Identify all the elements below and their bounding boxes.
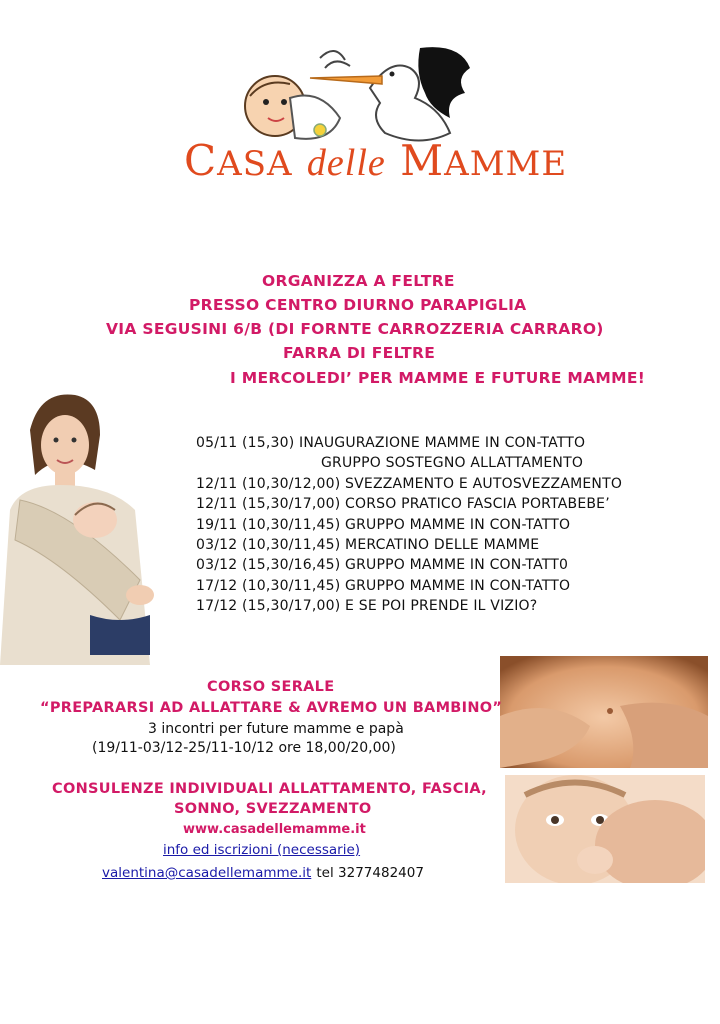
header-line-4: FARRA DI FELTRE: [283, 344, 436, 362]
course-title: CORSO SERALE: [207, 679, 335, 695]
logo-c: C: [184, 136, 218, 185]
email-link[interactable]: valentina@casadellemamme.it: [102, 865, 312, 881]
logo-amme: AMME: [444, 144, 568, 184]
schedule-list: [196, 433, 666, 617]
info-registration-link[interactable]: info ed iscrizioni (necessarie): [163, 842, 361, 858]
website-link[interactable]: www.casadellemamme.it: [183, 822, 366, 837]
course-dates: (19/11-03/12-25/11-10/12 ore 18,00/20,00): [92, 740, 396, 756]
contact-line: [102, 862, 424, 881]
course-description: 3 incontri per future mamme e papà: [148, 721, 404, 737]
breastfeeding-baby-photo: [505, 775, 705, 883]
schedule-item: 19/11 (10,30/11,45) GRUPPO MAMME IN CON-TATTO: [196, 516, 571, 533]
schedule-item: 03/12 (10,30/11,45) MERCATINO DELLE MAMME: [196, 537, 540, 554]
logo: [170, 38, 568, 198]
schedule-item: 12/11 (15,30/17,00) CORSO PRATICO FASCIA PORTABEBE’: [196, 496, 610, 513]
logo-title: [184, 136, 568, 185]
course-subtitle: “PREPARARSI AD ALLATTARE & AVREMO UN BAMBINO”: [40, 700, 503, 716]
pregnant-belly-photo: [500, 656, 708, 768]
mother-with-baby-photo: [0, 390, 170, 665]
schedule-item: 03/12 (15,30/16,45) GRUPPO MAMME IN CON-TATT0: [196, 557, 569, 574]
consult-line-1: CONSULENZE INDIVIDUALI ALLATTAMENTO, FASCIA,: [52, 781, 487, 797]
schedule-item: 12/11 (10,30/12,00) SVEZZAMENTO E AUTOSVEZZAMENTO: [196, 475, 623, 492]
header-line-1: ORGANIZZA A FELTRE: [262, 272, 455, 290]
consult-line-2: SONNO, SVEZZAMENTO: [174, 801, 372, 817]
logo-asa: ASA: [217, 144, 293, 184]
header-line-5: I MERCOLEDI’ PER MAMME E FUTURE MAMME!: [230, 369, 646, 387]
logo-m: M: [400, 136, 445, 185]
schedule-item: 17/12 (15,30/17,00) E SE POI PRENDE IL VIZIO?: [196, 598, 538, 615]
schedule-item: 17/12 (10,30/11,45) GRUPPO MAMME IN CON-TATTO: [196, 577, 571, 594]
logo-delle: delle: [306, 142, 386, 184]
phone-number: tel 3277482407: [316, 865, 424, 881]
schedule-item: GRUPPO SOSTEGNO ALLATTAMENTO: [321, 455, 584, 472]
header-line-3: VIA SEGUSINI 6/B (DI FORNTE CARROZZERIA CARRARO): [106, 320, 604, 338]
header-line-2: PRESSO CENTRO DIURNO PARAPIGLIA: [189, 296, 527, 314]
stork-baby-illustration: [170, 38, 550, 148]
schedule-item: 05/11 (15,30) INAUGURAZIONE MAMME IN CON-TATTO: [196, 435, 586, 451]
